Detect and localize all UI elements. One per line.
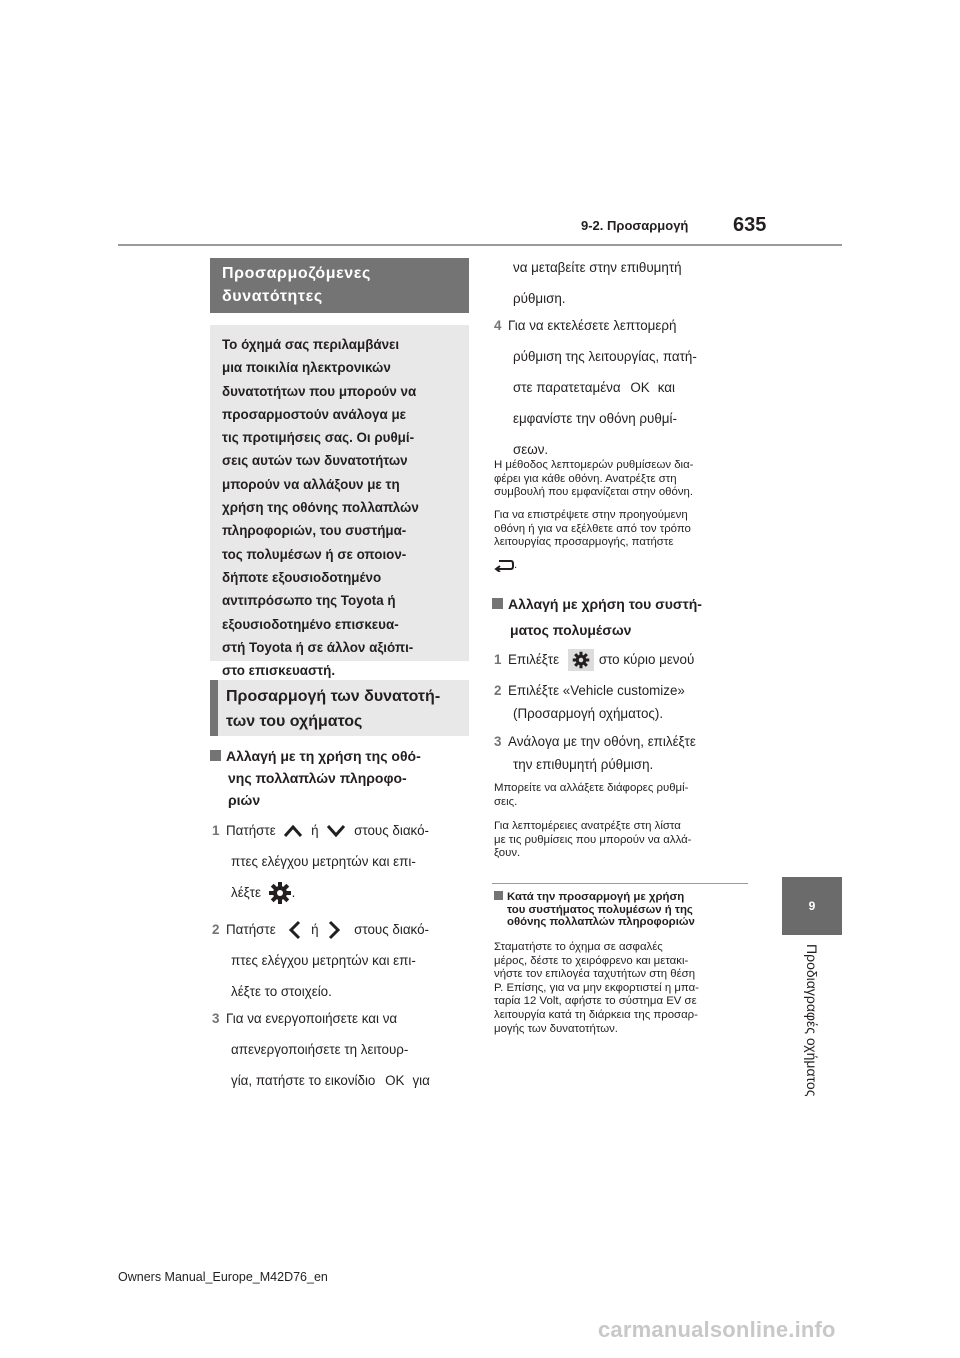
left-step-3-continued: να μεταβείτε στην επιθυμητή ρύθμιση. [513,260,682,306]
section-label: 9-2. Προσαρμογή [581,218,689,233]
ok-icon: OK [630,380,650,395]
right-step-2: 2 Επιλέξτε «Vehicle customize» (Προσαρμογή οχήματος). [494,683,685,721]
square-bullet-icon [494,891,503,900]
back-arrow-icon [494,558,514,572]
chevron-left-icon [285,919,305,941]
header-divider [118,244,842,246]
left-step-1: 1 Πατήστε ή στους διακό- πτες ελέγχου μετρητών και επι- λέξτε . [212,815,477,908]
right-step-3: 3 Ανάλογα με την οθόνη, επιλέξτε την επιθυμητή ρύθμιση. [494,734,696,772]
settings-gear-icon [568,649,594,671]
chevron-down-icon [325,823,347,839]
right-step-1: 1 Επιλέξτε στο κύριο μενού [494,644,764,675]
subhead-multimedia: Αλλαγή με χρήση του συστή- ματος πολυμέσων [492,593,762,641]
note-detailed-settings: Η μέθοδος λεπτομερών ρυθμίσεων δια- φέρει για κάθε οθόνη. Ανατρέξτε στη συμβουλή που εμφανίζεται στην οθόνη. [494,459,694,499]
caution-heading: Κατά την προσαρμογή με χρήση του συστήματος πολυμέσων ή της οθόνης πολλαπλών πληροφοριών [494,891,762,929]
watermark: carmanualsonline.info [598,1317,836,1342]
chapter-title-vertical [792,944,832,1114]
chapter-title: Προδιαγραφές οχήματος [804,944,820,1097]
chevron-right-icon [324,919,344,941]
feature-intro-box [210,258,469,679]
left-step-2: 2 Πατήστε ή στους διακό- πτες ελέγχου μετρητών και επι- λέξτε το στοιχείο. [212,914,477,1007]
left-step-3: 3 Για να ενεργοποιήσετε και να απενεργοποιήσετε τη λειτουρ- γία, πατήστε το εικονίδιο OK για [212,1011,430,1088]
caution-divider [492,883,748,884]
note-settings-list: Για λεπτομέρειες ανατρέξτε στη λίστα με τις ρυθμίσεις που μπορούν να αλλά- ξουν. [494,820,692,860]
chevron-up-icon [282,823,304,839]
square-bullet-icon [210,750,221,761]
caution-body: Σταματήστε το όχημα σε ασφαλές μέρος, δέστε το χειρόφρενο και μετακι- νήστε τον επιλογέα ταχυτήτων στη θέση P. Επίσης, για να μην εκφορτιστεί η μπα- ταρία 12 Volt, αφήστε το σύστημα EV σε λειτουργία κατά τη διάρκεια της προσαρ- μογής των δυνατοτήτων. [494,941,699,1035]
subhead-multi-info-display: Αλλαγή με τη χρήση της οθό- νης πολλαπλών πληροφο- ριών [210,745,472,811]
ok-icon: OK [385,1073,405,1088]
square-bullet-icon [492,598,503,609]
feature-intro-body: Το όχημά σας περιλαμβάνει μια ποικιλία ηλεκτρονικών δυνατοτήτων που μπορούν να προσαρμοστούν ανάλογα με τις προτιμήσεις σας. Οι ρυθμί- σεις αυτών των δυνατοτήτων μπορούν να αλλάξουν με τη χρήση της οθόνης πολλαπλών πληροφοριών, του συστήμα- τος πολυμέσων ή σε οποιον- δήποτε εξουσιοδοτημένο αντιπρόσωπο της Toyota ή εξουσιοδοτημένο επισκευα- στή Toyota ή σε άλλον αξιόπι- στο επισκευαστή. [210,325,469,661]
feature-intro-title: Προσαρμοζόμενες δυνατότητες [210,258,469,313]
gear-icon [268,881,292,905]
chapter-tab[interactable] [782,877,842,935]
customize-features-heading: Προσαρμογή των δυνατοτή- των του οχήματος [210,680,469,736]
note-change-settings: Μπορείτε να αλλάξετε διάφορες ρυθμί- σεις. [494,782,689,808]
chapter-number: 9 [808,899,816,913]
page-number: 635 [733,214,767,236]
footer-manual-id: Owners Manual_Europe_M42D76_en [118,1270,328,1284]
note-return: Για να επιστρέψετε στην προηγούμενη οθόνη ή για να εξέλθετε από τον τρόπο λειτουργίας προσαρμογής, πατήστε . [494,509,691,571]
right-step-4: 4 Για να εκτελέσετε λεπτομερή ρύθμιση της λειτουργίας, πατή- στε παρατεταμένα OK και εμφανίστε την οθόνη ρυθμί- σεων. [494,318,697,457]
